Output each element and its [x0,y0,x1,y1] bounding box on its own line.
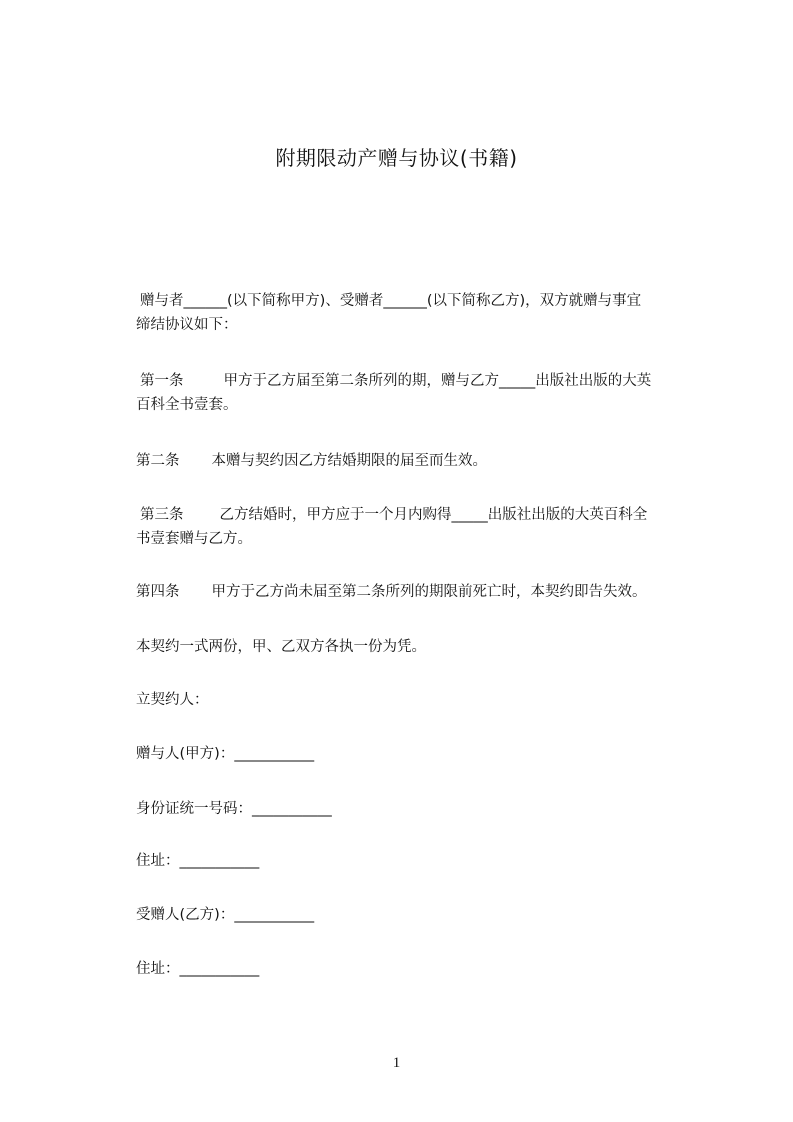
id-number-field: 身份证统一号码：___________ [136,801,332,817]
intro-paragraph [136,289,711,337]
article-1-label: 第一条 [140,373,184,389]
donee-signature-field: 受赠人(乙方)：___________ [136,907,315,923]
copies-statement: 本契约一式两份，甲、乙双方各执一份为凭。 [136,639,426,655]
article-1 [136,369,711,417]
donee-address-field: 住址：___________ [136,961,260,977]
article-3-line-1: 乙方结婚时，甲方应于一个月内购得_____出版社出版的大英百科全 [219,507,648,523]
donor-signature-field: 赠与人(甲方)：___________ [136,746,315,762]
article-1-line-2: 百科全书壹套。 [136,397,238,413]
article-4 [136,580,711,604]
page-number: 1 [392,1055,401,1071]
intro-line-1: 赠与者______(以下简称甲方)、受赠者______(以下简称乙方)，双方就赠与事宜 [140,293,642,309]
article-3-line-2: 书壹套赠与乙方。 [136,531,252,547]
intro-line-2: 缔结协议如下： [136,317,238,333]
donor-address-field: 住址：___________ [136,853,260,869]
article-2 [136,449,711,473]
article-2-text: 本赠与契约因乙方结婚期限的届至而生效。 [211,453,487,469]
signers-heading: 立契约人： [136,692,209,708]
document-title: 附期限动产赠与协议(书籍) [275,146,518,170]
article-3 [136,503,711,551]
article-4-label: 第四条 [136,584,180,600]
article-4-text: 甲方于乙方尚未届至第二条所列的期限前死亡时，本契约即告失效。 [211,584,647,600]
article-3-label: 第三条 [140,507,184,523]
article-2-label: 第二条 [136,453,180,469]
article-1-line-1: 甲方于乙方届至第二条所列的期，赠与乙方_____出版社出版的大英 [223,373,652,389]
